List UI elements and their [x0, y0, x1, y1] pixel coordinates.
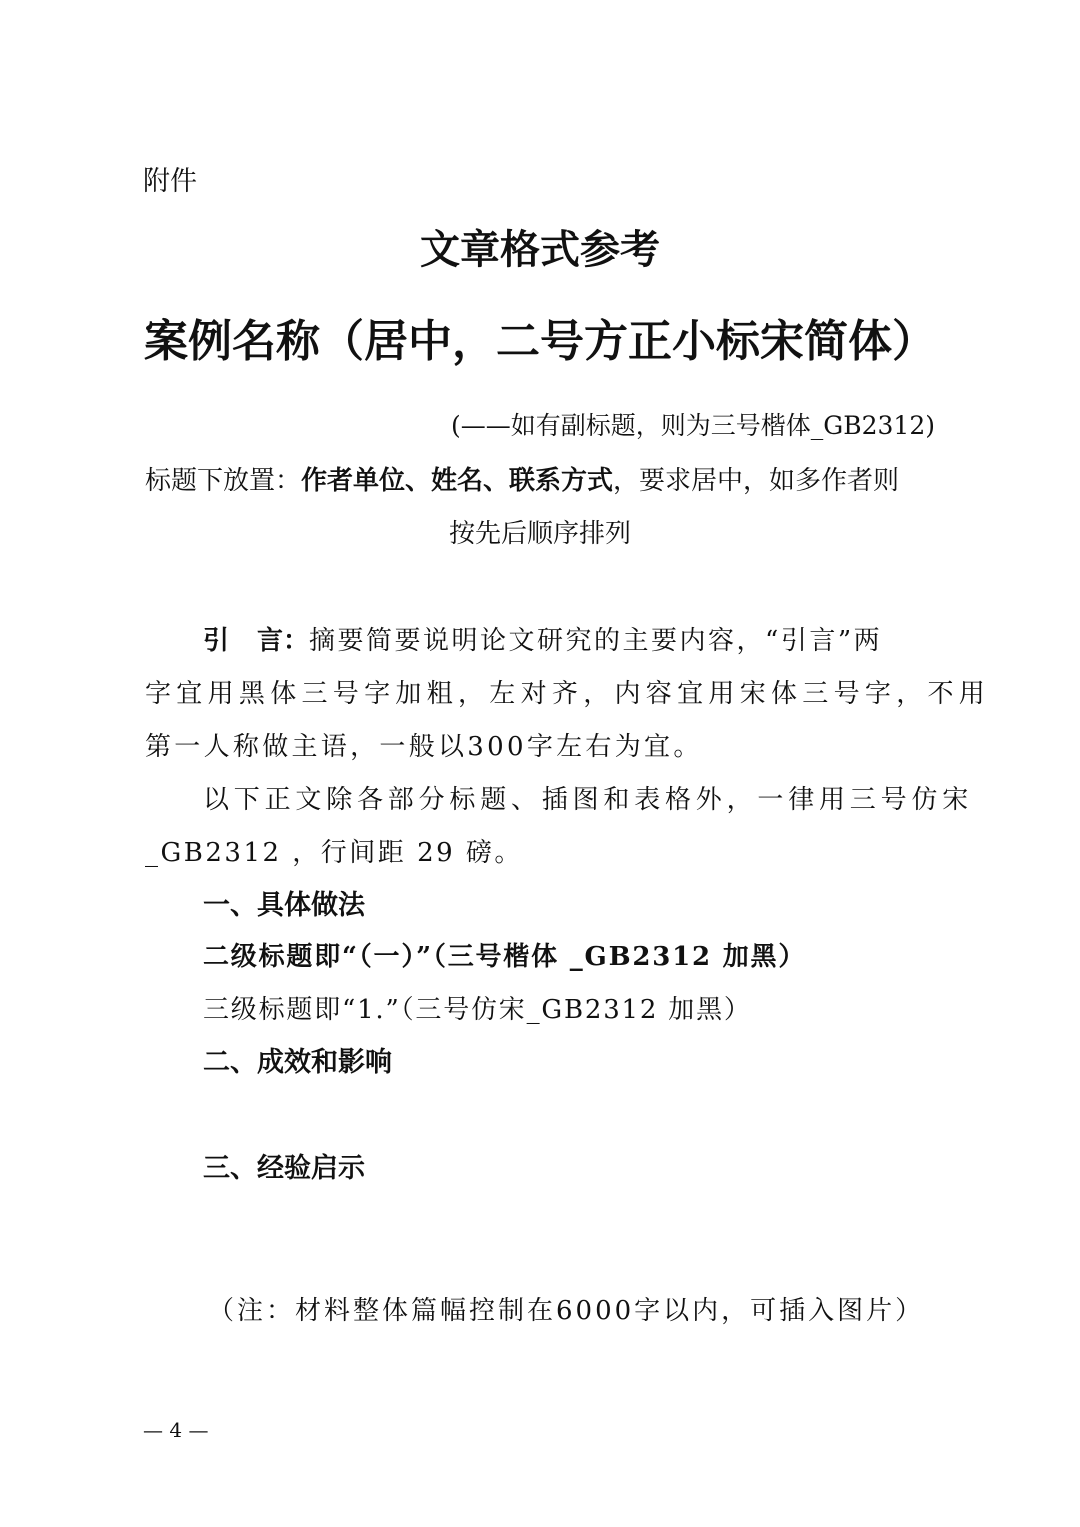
heading-section-2: 二、成效和影响 — [203, 1047, 392, 1078]
subtitle-instruction: (——如有副标题，则为三号楷体_GB2312) — [451, 411, 935, 440]
body-paragraph-line1: 以下正文除各部分标题、插图和表格外，一律用三号仿宋 — [203, 785, 974, 815]
author-note-line2-text: 按先后顺序排列 — [448, 519, 631, 549]
intro-label: 引 言： — [203, 626, 310, 656]
case-title: 案例名称（居中，二号方正小标宋简体） — [144, 316, 936, 367]
heading-level-2-example: 二级标题即“（一）”（三号楷体 _GB2312 加黑） — [203, 942, 807, 972]
length-note: （注：材料整体篇幅控制在6000字以内，可插入图片） — [208, 1296, 925, 1326]
heading-section-1: 一、具体做法 — [203, 890, 365, 921]
document-title: 文章格式参考 — [420, 227, 660, 273]
heading-level-3-example: 三级标题即“1.”（三号仿宋_GB2312 加黑） — [203, 995, 752, 1025]
page-number: — 4 — — [143, 1418, 209, 1442]
author-note-line2 — [0, 521, 1080, 547]
intro-paragraph-line2: 字宜用黑体三号字加粗，左对齐，内容宜用宋体三号字，不用 — [145, 679, 991, 709]
heading-section-3: 三、经验启示 — [203, 1153, 365, 1184]
author-note-line1 — [145, 468, 899, 494]
intro-line1-text: 摘要简要说明论文研究的主要内容，“引言”两 — [309, 626, 883, 656]
intro-paragraph-line3: 第一人称做主语，一般以300字左右为宜。 — [145, 732, 703, 762]
author-note-suffix: ，要求居中，如多作者则 — [613, 466, 900, 496]
intro-paragraph-line1 — [203, 628, 882, 654]
attachment-label: 附件 — [143, 166, 197, 197]
author-note-prefix: 标题下放置： — [145, 466, 302, 496]
body-paragraph-line2: _GB2312 ，行间距 29 磅。 — [145, 838, 523, 868]
author-note-bold: 作者单位、姓名、联系方式 — [301, 466, 614, 496]
